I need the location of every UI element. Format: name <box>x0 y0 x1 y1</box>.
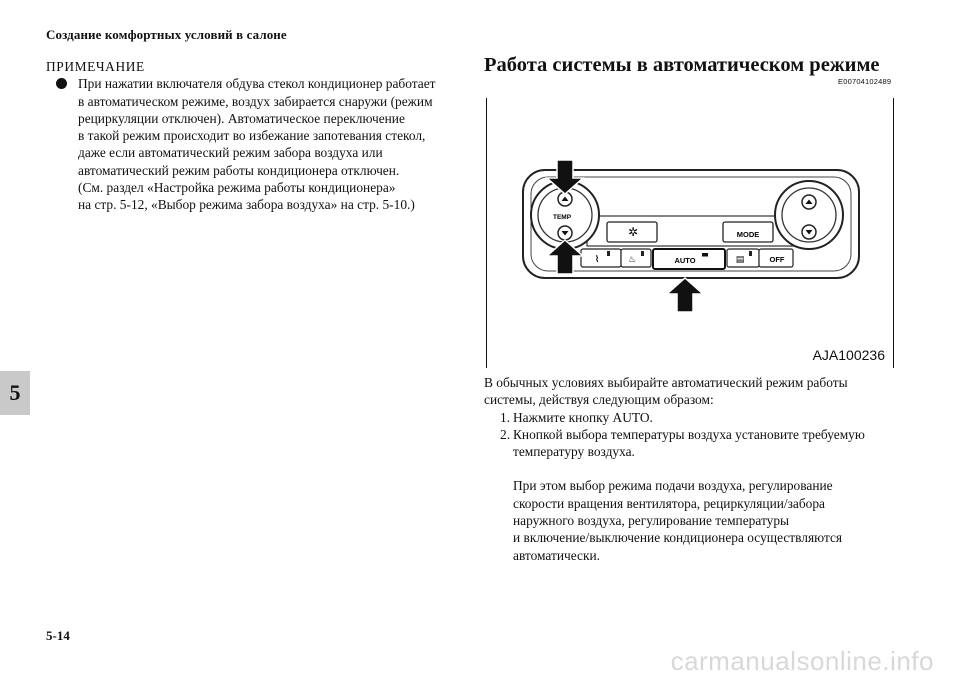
auto-indicator <box>702 253 708 257</box>
body-text <box>484 374 914 564</box>
front-defog-icon: ♨ <box>627 254 637 264</box>
running-header: Создание комфортных условий в салоне <box>46 27 287 42</box>
chapter-tab: 5 <box>0 371 30 415</box>
auto-button-label: AUTO <box>674 256 696 265</box>
note-line: в такой режим происходит во избежание запотевания стекол, <box>78 128 426 144</box>
bullet-dot-icon <box>56 78 67 89</box>
step-number: 2. <box>500 426 511 442</box>
result-line: При этом выбор режима подачи воздуха, регулирование <box>513 478 833 494</box>
off-button-label: OFF <box>769 255 785 264</box>
note-line: При нажатии включателя обдува стекол кондиционер работает <box>78 76 436 92</box>
watermark[interactable]: carmanualsonline.info <box>670 646 934 676</box>
note-label: ПРИМЕЧАНИЕ <box>46 59 145 74</box>
section-title: Работа системы в автоматическом режиме <box>484 54 880 76</box>
intro-line: В обычных условиях выбирайте автоматический режим работы <box>484 375 848 390</box>
note-block <box>46 58 446 214</box>
section-code: E00704102489 <box>838 77 892 86</box>
rear-defog-indicator <box>749 251 752 256</box>
step-number: 1. <box>500 409 511 425</box>
step-2 <box>484 426 914 461</box>
arrow-up-auto-icon <box>667 278 703 312</box>
defrost-button <box>581 249 621 267</box>
mode-button-label: MODE <box>736 230 760 239</box>
step-line: Кнопкой выбора температуры воздуха установите требуемую <box>513 426 865 442</box>
fan-icon: ✲ <box>627 225 639 239</box>
page-number: 5-14 <box>46 628 70 643</box>
defrost-indicator <box>607 251 610 256</box>
paragraph-gap <box>484 460 914 477</box>
note-line: на стр. 5-12, «Выбор режима забора воздуха» на стр. 5-10.) <box>78 197 415 213</box>
defrost-icon: ⌇ <box>594 254 600 264</box>
figure-id: AJA100236 <box>812 347 885 363</box>
note-line: даже если автоматический режим забора воздуха или <box>78 145 383 161</box>
climate-panel-figure <box>486 98 894 368</box>
result-line: и включение/выключение кондиционера осуществляются <box>513 530 843 546</box>
temp-dial-label: TEMP <box>553 214 572 221</box>
rear-defog-icon: ▤ <box>735 254 745 264</box>
result-paragraph <box>484 477 914 563</box>
step-1 <box>484 409 914 426</box>
note-line: (См. раздел «Настройка режима работы кондиционера» <box>78 180 396 196</box>
result-line: скорости вращения вентилятора, рециркуляции/забора <box>513 495 825 511</box>
result-line: наружного воздуха, регулирование температуры <box>513 513 790 529</box>
intro-line: системы, действуя следующим образом: <box>484 392 714 408</box>
result-line: автоматически. <box>513 547 601 563</box>
step-line: температуру воздуха. <box>513 444 635 460</box>
note-line: рециркуляции отключен). Автоматическое переключение <box>78 110 405 126</box>
step-line: Нажмите кнопку AUTO. <box>513 409 653 425</box>
note-line: автоматический режим работы кондиционера отключен. <box>78 162 400 178</box>
note-line: в автоматическом режиме, воздух забирается снаружи (режим <box>78 93 433 109</box>
note-bullet-item <box>46 75 446 213</box>
climate-panel-illustration <box>487 98 895 368</box>
front-defog-indicator <box>641 251 644 256</box>
